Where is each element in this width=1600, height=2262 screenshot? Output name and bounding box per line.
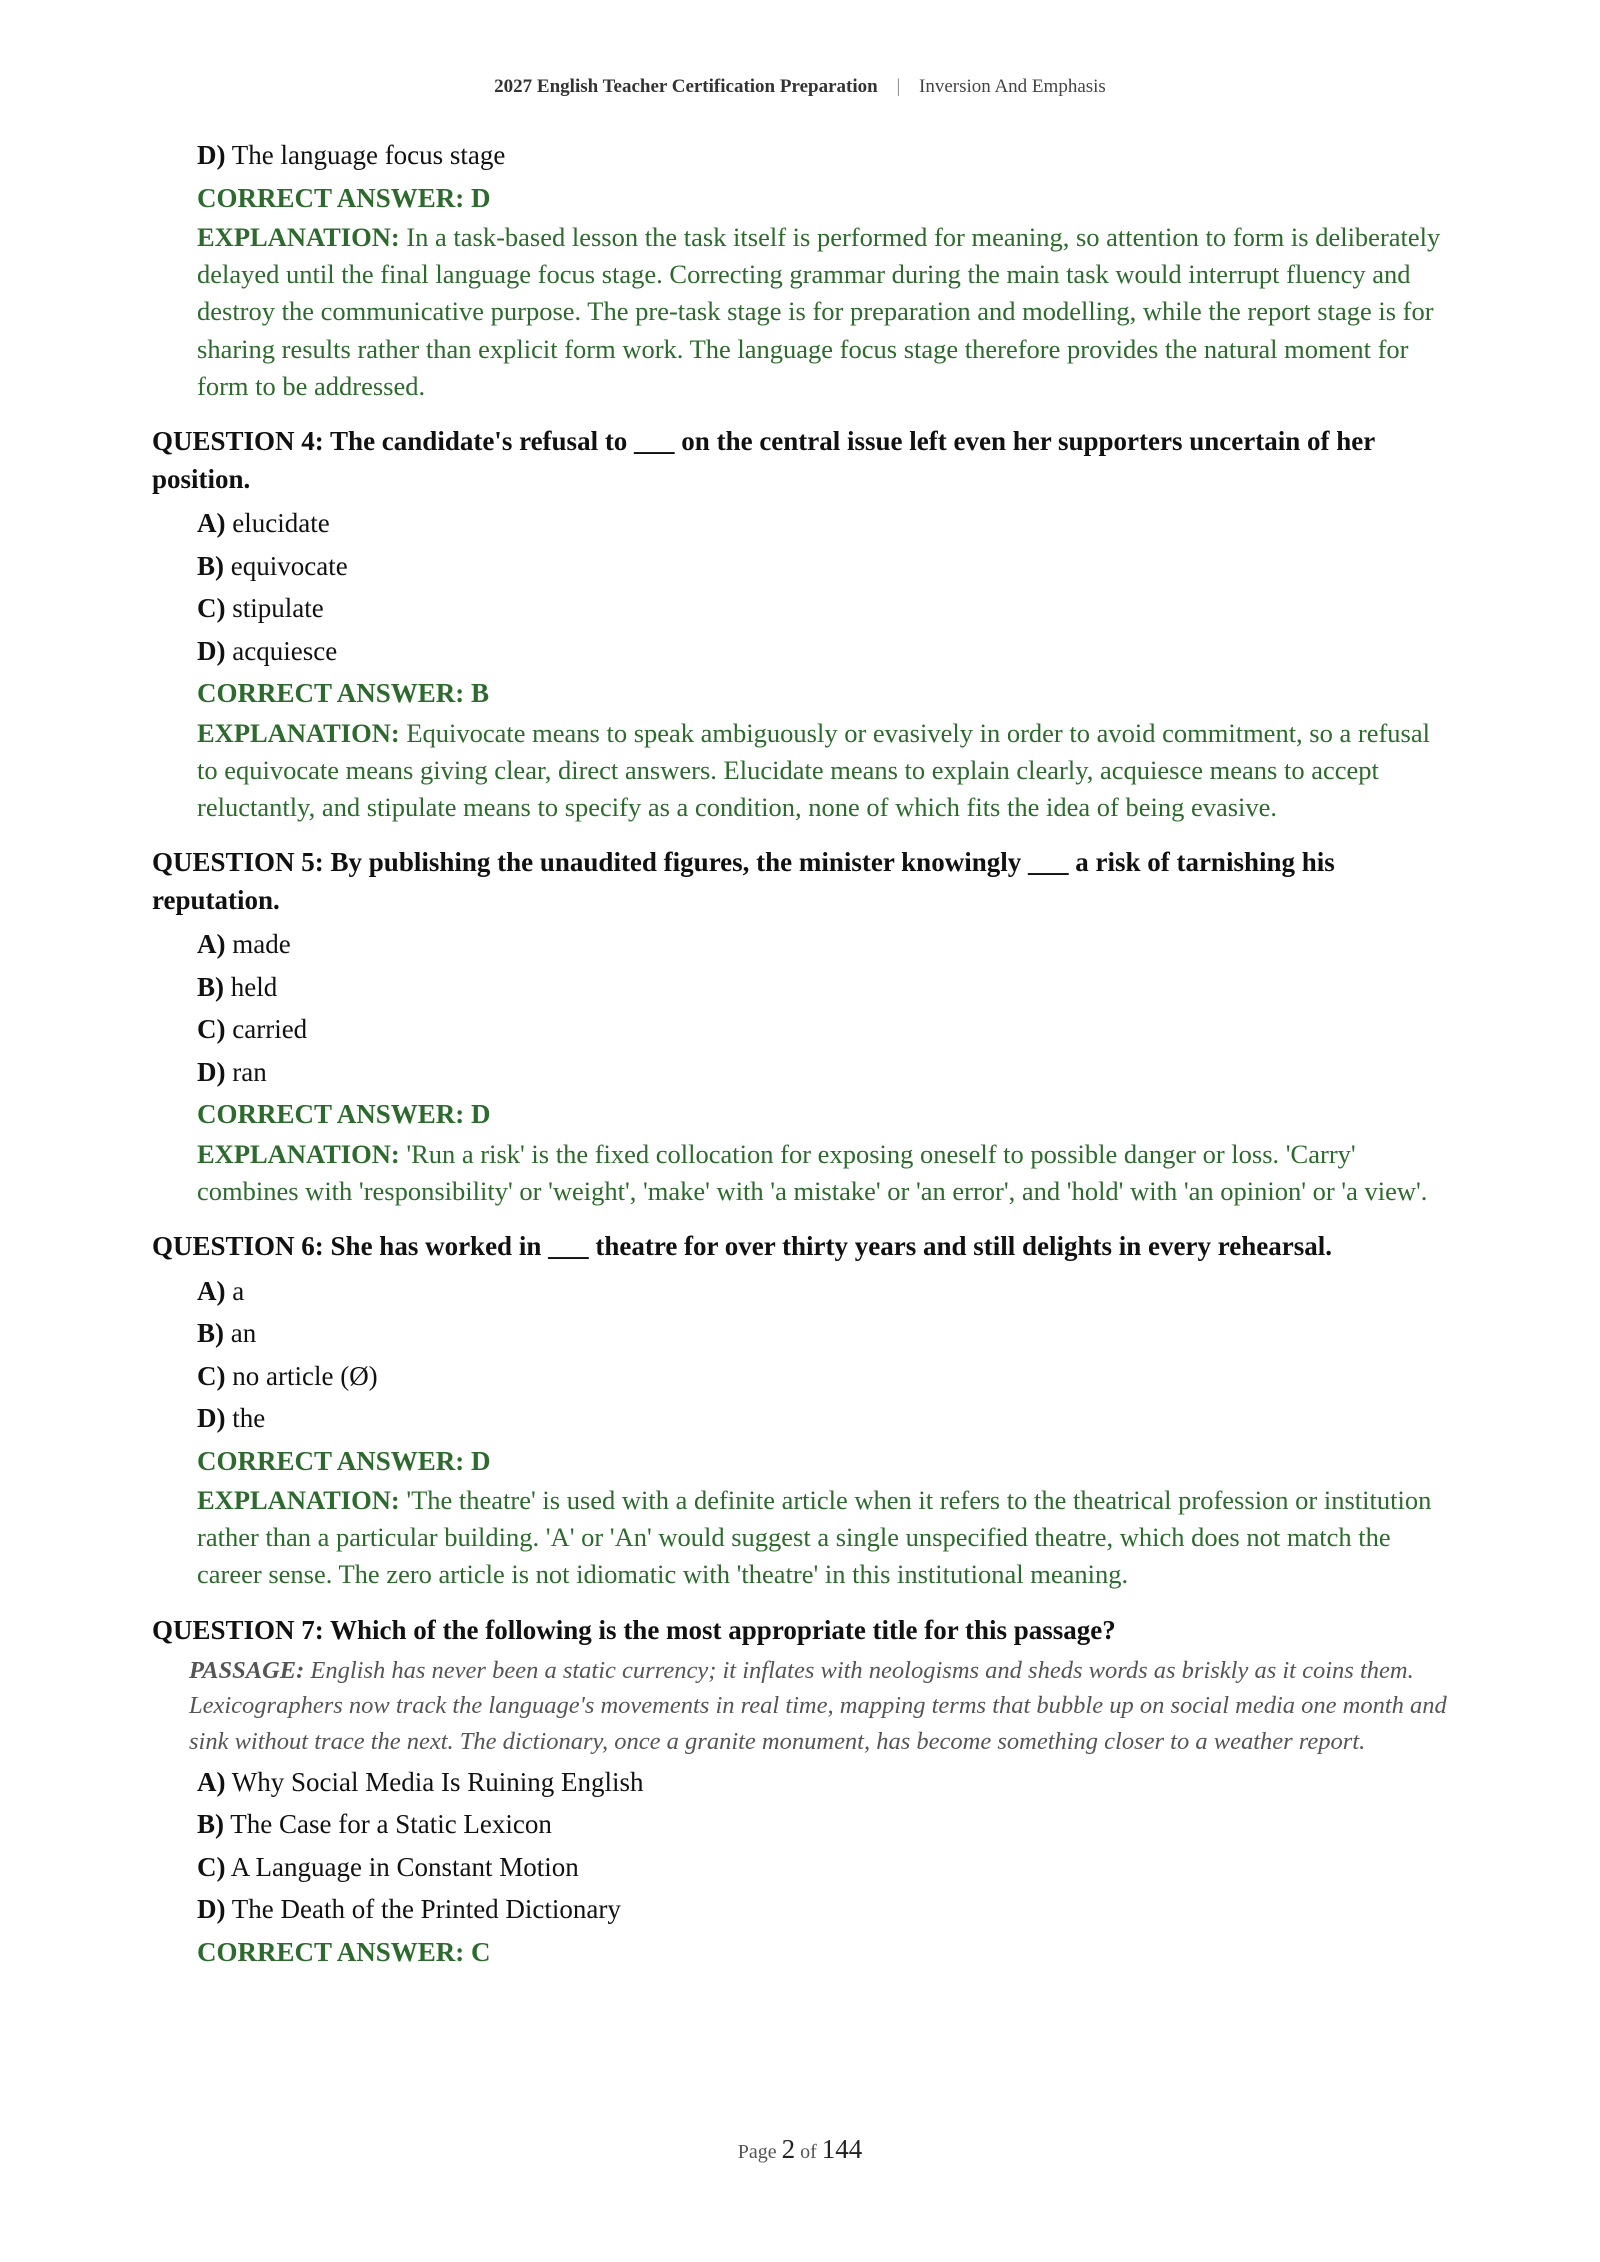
option-text: no article (Ø) — [232, 1360, 378, 1391]
q6-option-a — [197, 1270, 1448, 1313]
option-text: Why Social Media Is Ruining English — [231, 1766, 644, 1797]
q3-correct-answer: CORRECT ANSWER: D — [197, 182, 491, 213]
explanation-text: Equivocate means to speak ambiguously or evasively in order to avoid commitment, so a refusal to equivocate means giving clear, direct answers. Elucidate means to explain clearly, acquiesce means to accept reluctantly, and stipulate means to specify as a condition, none of which fits the idea of being evasive. — [197, 717, 1430, 822]
page-word: Page — [737, 2141, 777, 2163]
page-footer — [0, 2134, 1600, 2165]
option-text: an — [230, 1318, 257, 1349]
option-letter: D) — [197, 635, 226, 666]
q4-option-d — [197, 630, 1448, 673]
q7-option-b — [197, 1803, 1448, 1846]
option-text: The Death of the Printed Dictionary — [231, 1894, 621, 1925]
option-letter: B) — [197, 1318, 224, 1349]
total-pages: 144 — [821, 2134, 863, 2164]
explanation-text: In a task-based lesson the task itself is performed for meaning, so attention to form is deliberately delayed until the final language focus stage. Correcting grammar during the main task would interrupt fluency and destroy the communicative purpose. The pre-task stage is for preparation and modelling, while the report stage is for sharing results rather than explicit form work. The language focus stage therefore provides the natural moment for form to be addressed. — [197, 222, 1441, 401]
page-header — [0, 76, 1600, 98]
q6-option-d — [197, 1397, 1448, 1440]
option-text: stipulate — [232, 593, 324, 624]
option-letter: A) — [197, 929, 226, 960]
course-title: 2027 English Teacher Certification Preparation — [494, 76, 878, 97]
q5-option-b — [197, 966, 1448, 1009]
option-letter: C) — [197, 1360, 226, 1391]
option-text: acquiesce — [232, 635, 338, 666]
option-letter: A) — [197, 1275, 226, 1306]
option-text: carried — [232, 1014, 308, 1045]
option-letter: D) — [197, 1403, 226, 1434]
option-letter: D) — [197, 140, 226, 170]
option-text: equivocate — [230, 550, 348, 581]
option-text: the — [232, 1403, 266, 1434]
question-6-stem: QUESTION 6: She has worked in ___ theatre for over thirty years and still delights in every rehearsal. — [152, 1231, 1332, 1262]
q5-option-a — [197, 923, 1448, 966]
page-content — [152, 134, 1448, 1973]
option-text: A Language in Constant Motion — [230, 1851, 579, 1882]
option-text: elucidate — [232, 508, 330, 539]
q5-option-c — [197, 1008, 1448, 1051]
option-text: made — [232, 929, 291, 960]
option-letter: C) — [197, 1851, 226, 1882]
option-letter: B) — [197, 971, 224, 1002]
option-text: ran — [232, 1056, 267, 1087]
q7-option-a — [197, 1761, 1448, 1804]
of-word: of — [800, 2141, 817, 2163]
q6-option-c — [197, 1355, 1448, 1398]
page-number: 2 — [781, 2134, 796, 2164]
header-separator: | — [896, 76, 901, 97]
q4-explanation — [197, 715, 1448, 827]
option-letter: C) — [197, 1014, 226, 1045]
option-letter: A) — [197, 508, 226, 539]
question-4-stem: QUESTION 4: The candidate's refusal to ___ on the central issue left even her supporters uncertain of her position. — [152, 426, 1375, 494]
q5-option-d — [197, 1051, 1448, 1094]
topic-title: Inversion And Emphasis — [919, 76, 1106, 97]
option-text: The language focus stage — [231, 140, 506, 170]
q6-option-b — [197, 1312, 1448, 1355]
explanation-text: 'The theatre' is used with a definite article when it refers to the theatrical profession or institution rather than a particular building. 'A' or 'An' would suggest a single unspecified theatre, which does not match the career sense. The zero article is not idiomatic with 'theatre' in this institutional meaning. — [197, 1485, 1432, 1590]
q4-option-c — [197, 587, 1448, 630]
option-letter: A) — [197, 1766, 226, 1797]
option-letter: B) — [197, 1809, 224, 1840]
option-text: The Case for a Static Lexicon — [230, 1809, 552, 1840]
q5-explanation — [197, 1136, 1448, 1210]
q5-correct-answer: CORRECT ANSWER: D — [197, 1099, 491, 1130]
option-letter: D) — [197, 1056, 226, 1087]
q7-option-d — [197, 1888, 1448, 1931]
explanation-label: EXPLANATION: — [197, 717, 400, 748]
explanation-label: EXPLANATION: — [197, 1485, 400, 1516]
explanation-label: EXPLANATION: — [197, 222, 400, 252]
passage-text: English has never been a static currency; it inflates with neologisms and sheds words as briskly as it coins them. Lexicographers now track the language's movements in real time, mapping terms that bubble up on social media one month and sink without trace the next. The dictionary, once a granite monument, has become something closer to a weather report. — [189, 1657, 1447, 1755]
passage-label: PASSAGE: — [189, 1657, 305, 1685]
option-text: held — [230, 971, 278, 1002]
option-letter: C) — [197, 593, 226, 624]
option-letter: B) — [197, 550, 224, 581]
question-5-stem: QUESTION 5: By publishing the unaudited figures, the minister knowingly ___ a risk of tarnishing his reputation. — [152, 847, 1335, 915]
q4-option-b — [197, 545, 1448, 588]
option-text: a — [232, 1275, 245, 1306]
q3-option-d — [197, 134, 1448, 177]
q7-correct-answer: CORRECT ANSWER: C — [197, 1936, 491, 1967]
q4-correct-answer: CORRECT ANSWER: B — [197, 678, 490, 709]
explanation-label: EXPLANATION: — [197, 1138, 400, 1169]
explanation-text: 'Run a risk' is the fixed collocation for exposing oneself to possible danger or loss. 'Carry' combines with 'responsibility' or 'weight', 'make' with 'a mistake' or 'an error', and 'hold' with 'an opinion' or 'a view'. — [197, 1138, 1428, 1206]
question-7-stem: QUESTION 7: Which of the following is the most appropriate title for this passage? — [152, 1614, 1116, 1645]
option-letter: D) — [197, 1894, 226, 1925]
q7-option-c — [197, 1846, 1448, 1889]
q6-explanation — [197, 1482, 1448, 1594]
q4-option-a — [197, 502, 1448, 545]
q6-correct-answer: CORRECT ANSWER: D — [197, 1445, 491, 1476]
q7-passage — [189, 1653, 1448, 1759]
q3-explanation — [197, 219, 1448, 405]
